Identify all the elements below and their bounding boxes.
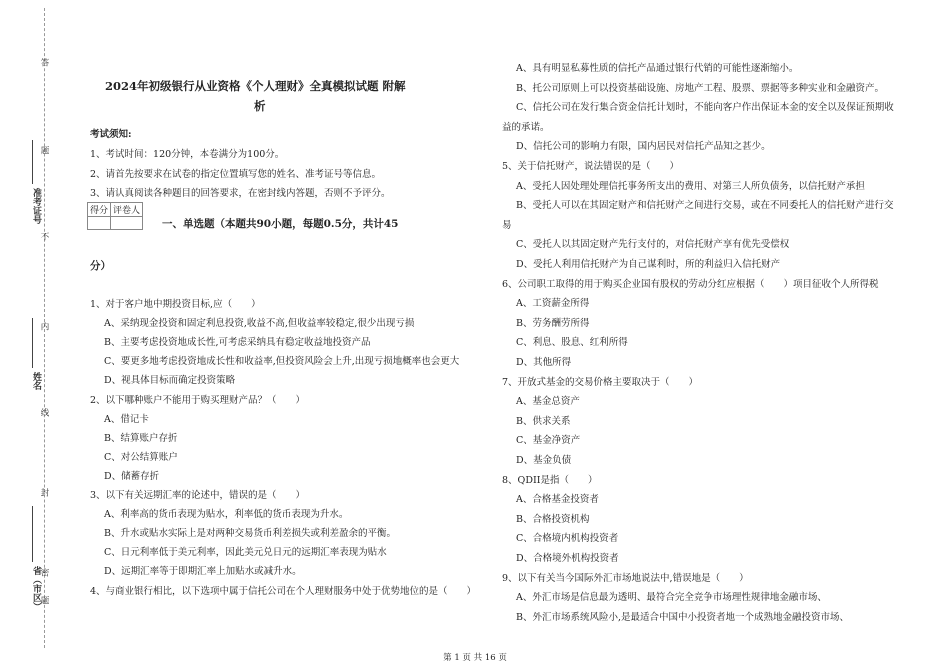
score-cell[interactable]: [88, 217, 111, 230]
question-line: C、基金净资产: [516, 435, 581, 446]
question-line: B、合格投资机构: [516, 514, 590, 525]
page-number: 第 1 页 共 16 页: [443, 653, 507, 663]
question-line: B、供求关系: [516, 416, 571, 427]
question-line: 8、QDII是指（ ）: [502, 475, 598, 486]
question-line: C、受托人以其固定财产先行支付的，对信托财产享有优先受偿权: [516, 239, 790, 250]
exam-no-label: 准考证号: [31, 188, 41, 224]
seal-mark: 线: [39, 408, 49, 417]
question-line: 4、与商业银行相比，以下选项中属于信托公司在个人理财服务中处于优势地位的是（ ）: [90, 586, 477, 597]
question-line: 1、对于客户地中期投资目标,应（ ）: [90, 299, 261, 310]
question-line: 6、公司职工取得的用于购买企业国有股权的劳动分红应根据（ ）项目征收个人所得税: [502, 279, 879, 290]
name-field[interactable]: [32, 318, 33, 368]
question-line: B、升水或贴水实际上是对两种交易货币利差损失或利差盈余的平衡。: [104, 528, 396, 539]
notice-item: 1、考试时间：120分钟，本卷满分为100分。: [90, 149, 285, 160]
score-label: 得分: [88, 203, 111, 217]
question-line: D、受托人利用信托财产为自己谋利时，所的利益归入信托财产: [516, 259, 781, 270]
notice-item: 3、请认真阅读各种题目的回答要求，在密封线内答题，否则不予评分。: [90, 188, 391, 199]
question-line: A、采纳现金投资和固定利息投资,收益不高,但收益率较稳定,很少出现亏损: [104, 318, 415, 329]
question-line: B、外汇市场系统风险小,是最适合中国中小投资者地一个成熟地金融投资市场、: [516, 612, 850, 623]
seal-mark: 答: [39, 58, 49, 67]
question-line: 3、以下有关远期汇率的论述中，错误的是（ ）: [90, 490, 306, 501]
question-line: B、托公司原则上可以投资基础设施、房地产工程、股票、票据等多种实业和金融资产。: [516, 83, 884, 94]
question-line: 7、开放式基金的交易价格主要取决于（ ）: [502, 377, 699, 388]
question-line: D、信托公司的影响力有限，国内居民对信托产品知之甚少。: [516, 141, 771, 152]
question-line: 易: [502, 220, 512, 231]
question-line: D、视具体目标而确定投资策略: [104, 375, 236, 386]
question-line: A、具有明显私募性质的信托产品通过银行代销的可能性逐渐缩小。: [516, 63, 799, 74]
seal-mark: 不: [39, 232, 49, 241]
question-line: B、劳务酬劳所得: [516, 318, 590, 329]
question-line: C、合格境内机构投资者: [516, 533, 619, 544]
question-line: B、主要考虑投资地成长性,可考虑采纳具有稳定收益地投资产品: [104, 337, 371, 348]
question-line: 5、关于信托财产，说法错误的是（ ）: [502, 161, 680, 172]
seal-mark: 题: [39, 596, 49, 605]
seal-mark: 封: [39, 488, 49, 497]
section-heading-cont: 分）: [90, 260, 111, 272]
question-line: A、利率高的货币表现为贴水，利率低的货币表现为升水。: [104, 509, 349, 520]
question-line: 2、以下哪种账户不能用于购买理财产品？（ ）: [90, 395, 306, 406]
notice-item: 2、请首先按要求在试卷的指定位置填写您的姓名、准考证号等信息。: [90, 169, 382, 180]
score-box: [87, 202, 143, 230]
question-line: C、要更多地考虑投资地成长性和收益率,但投资风险会上升,出现亏损地概率也会更大: [104, 356, 460, 367]
question-line: B、结算账户存折: [104, 433, 178, 444]
question-line: D、基金负债: [516, 455, 572, 466]
question-line: C、日元利率低于美元利率，因此美元兑日元的远期汇率表现为贴水: [104, 547, 387, 558]
question-line: A、合格基金投资者: [516, 494, 599, 505]
exam-no-field[interactable]: [32, 140, 33, 184]
question-line: 益的承诺。: [502, 122, 550, 133]
section-heading: 一、单选题（本题共90小题，每题0.5分，共计45: [162, 218, 399, 230]
question-line: A、受托人因处理处理信托事务所支出的费用、对第三人所负债务，以信托财产承担: [516, 181, 865, 192]
page-title: 2024年初级银行从业资格《个人理财》全真模拟试题 附解: [105, 79, 406, 93]
question-line: B、受托人可以在其固定财产和信托财产之间进行交易，或在不同委托人的信托财产进行交: [516, 200, 894, 211]
grader-cell[interactable]: [111, 217, 143, 230]
grader-label: 评卷人: [111, 203, 143, 217]
question-line: D、远期汇率等于即期汇率上加贴水或减升水。: [104, 566, 302, 577]
region-label: 省（市区）: [31, 566, 41, 611]
question-line: D、其他所得: [516, 357, 572, 368]
question-line: 9、以下有关当今国际外汇市场地说法中,错误地是（ ）: [502, 573, 749, 584]
question-line: C、对公结算账户: [104, 452, 178, 463]
question-line: A、借记卡: [104, 414, 149, 425]
question-line: C、利息、股息、红利所得: [516, 337, 628, 348]
question-line: A、外汇市场是信息最为透明、最符合完全竞争市场理性规律地金融市场、: [516, 592, 827, 603]
region-field[interactable]: [32, 506, 33, 562]
seal-mark: 内: [39, 322, 49, 331]
question-line: D、储蓄存折: [104, 471, 160, 482]
question-line: A、基金总资产: [516, 396, 580, 407]
seal-mark: 题: [39, 146, 49, 155]
name-label: 姓名: [31, 372, 41, 390]
page-title-cont: 析: [254, 99, 266, 113]
question-line: A、工资薪金所得: [516, 298, 590, 309]
question-line: D、合格境外机构投资者: [516, 553, 619, 564]
seal-mark: 密: [39, 568, 49, 577]
question-line: C、信托公司在发行集合资金信托计划时，不能向客户作出保证本金的安全以及保证预期收: [516, 102, 894, 113]
notice-heading: 考试须知:: [90, 129, 132, 140]
